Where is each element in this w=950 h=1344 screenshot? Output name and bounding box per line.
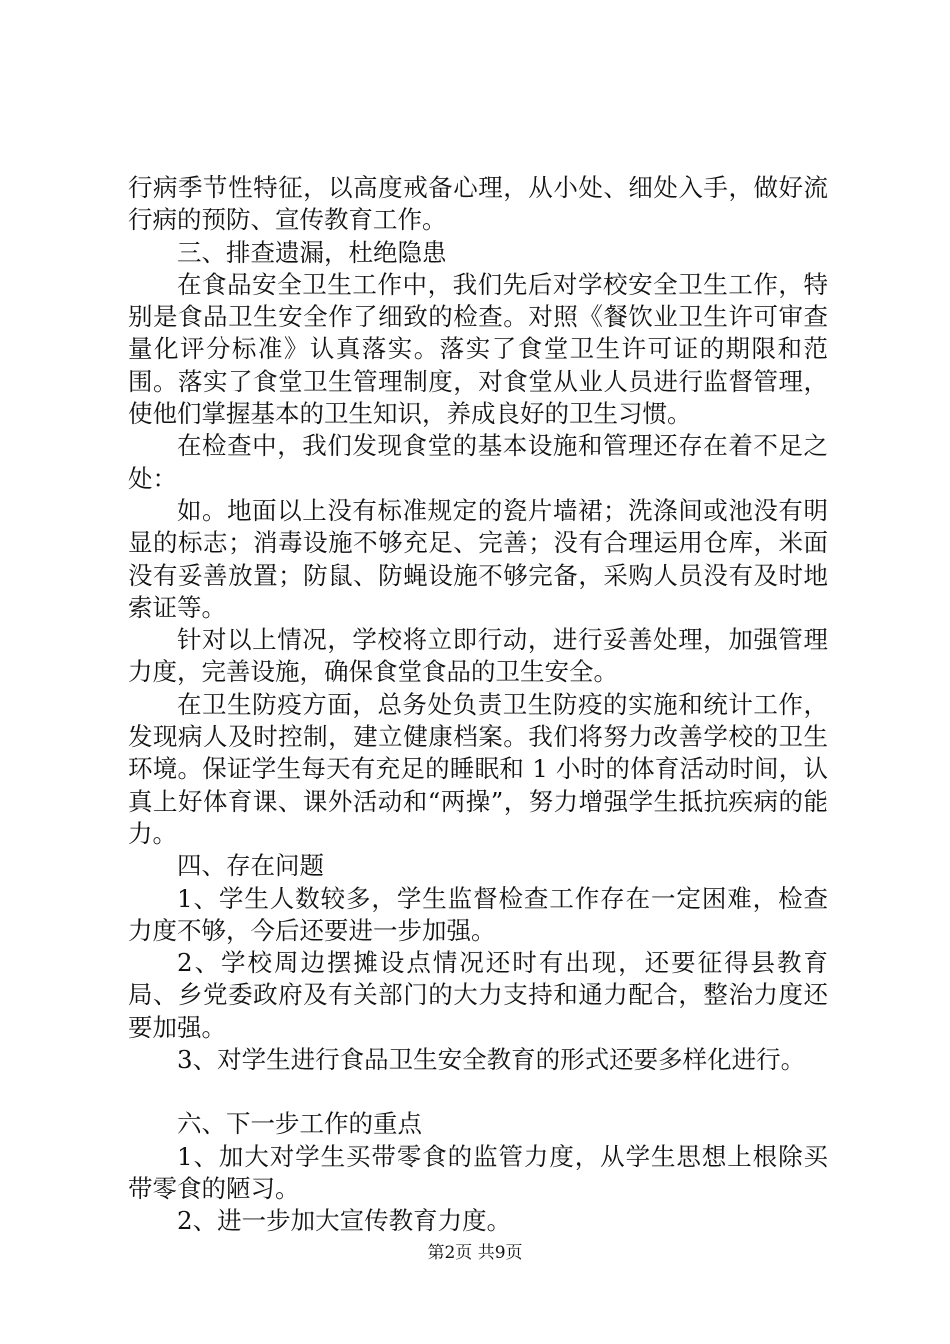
section-heading-4: 四、存在问题 bbox=[177, 851, 324, 881]
section-heading-3: 三、排查遗漏，杜绝隐患 bbox=[177, 237, 447, 267]
list-item: 1、学生人数较多，学生监督检查工作存在一定困难，检查力度不够，今后还要进一步加强。 bbox=[128, 883, 828, 945]
paragraph: 在食品安全卫生工作中，我们先后对学校安全卫生工作，特别是食品卫生安全作了细致的检查。对照《餐饮业卫生许可审查量化评分标准》认真落实。落实了食堂卫生许可证的期限和范围。落实了食堂卫生管理制度，对食堂从业人员进行监督管理，使他们掌握基本的卫生知识，养成良好的卫生习惯。 bbox=[128, 269, 828, 429]
page-footer bbox=[0, 1241, 950, 1265]
list-item: 2、进一步加大宣传教育力度。 bbox=[177, 1206, 512, 1236]
paragraph-continuation: 行病季节性特征，以高度戒备心理，从小处、细处入手，做好流行病的预防、宣传教育工作。 bbox=[128, 173, 828, 235]
document-body bbox=[128, 172, 828, 1238]
list-item: 3、对学生进行食品卫生安全教育的形式还要多样化进行。 bbox=[177, 1045, 806, 1075]
list-item: 1、加大对学生买带零食的监管力度，从学生思想上根除买带零食的陋习。 bbox=[128, 1141, 828, 1203]
paragraph: 针对以上情况，学校将立即行动，进行妥善处理，加强管理力度，完善设施，确保食堂食品的卫生安全。 bbox=[128, 625, 828, 687]
paragraph: 如。地面以上没有标准规定的瓷片墙裙；洗涤间或池没有明显的标志；消毒设施不够充足、完善；没有合理运用仓库，米面没有妥善放置；防鼠、防蝇设施不够完备，采购人员没有及时地索证等。 bbox=[128, 495, 828, 622]
paragraph: 在卫生防疫方面，总务处负责卫生防疫的实施和统计工作，发现病人及时控制，建立健康档案。我们将努力改善学校的卫生环境。保证学生每天有充足的睡眠和 1 小时的体育活动时间，认真上好体育课、课外活动和“两操”，努力增强学生抵抗疾病的能力。 bbox=[128, 689, 828, 848]
page-number: 第2页 共9页 bbox=[427, 1243, 523, 1263]
paragraph: 在检查中，我们发现食堂的基本设施和管理还存在着不足之处： bbox=[128, 431, 828, 493]
section-heading-6: 六、下一步工作的重点 bbox=[177, 1109, 422, 1139]
list-item: 2、学校周边摆摊设点情况还时有出现，还要征得县教育局、乡党委政府及有关部门的大力支持和通力配合，整治力度还要加强。 bbox=[128, 948, 828, 1042]
